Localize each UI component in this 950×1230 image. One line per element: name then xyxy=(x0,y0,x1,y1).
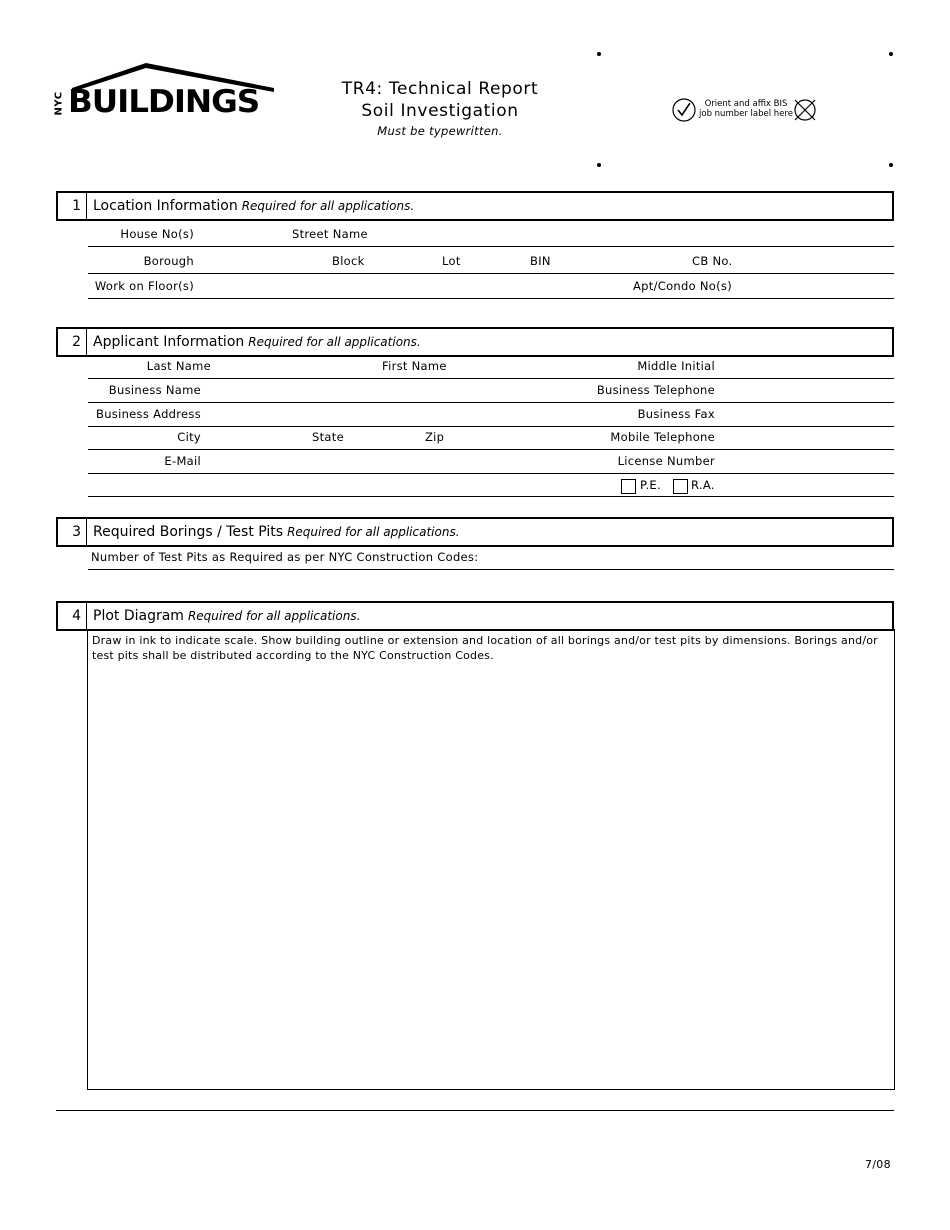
mobile-telephone-label: Mobile Telephone xyxy=(610,430,715,444)
section-title: Location Information Required for all applications. xyxy=(93,198,415,214)
block-label: Block xyxy=(332,254,365,268)
zip-label: Zip xyxy=(425,430,445,444)
email-label: E-Mail xyxy=(164,454,201,468)
field-line xyxy=(88,298,894,299)
checkmark-circle-icon xyxy=(672,97,698,123)
business-name-label: Business Name xyxy=(108,383,201,397)
business-fax-label: Business Fax xyxy=(637,407,715,421)
business-address-label: Business Address xyxy=(96,407,201,421)
nyc-buildings-logo xyxy=(53,62,278,122)
revision-date: 7/08 xyxy=(865,1158,891,1171)
section-title: Plot Diagram Required for all applications. xyxy=(93,608,361,624)
label-corner-dot xyxy=(597,52,601,56)
middle-initial-label: Middle Initial xyxy=(637,359,715,373)
last-name-label: Last Name xyxy=(146,359,211,373)
field-line xyxy=(88,569,894,570)
label-corner-dot xyxy=(889,163,893,167)
field-line xyxy=(88,473,894,474)
form-title xyxy=(300,78,580,140)
section-number: 4 xyxy=(58,603,87,629)
ra-label: R.A. xyxy=(691,478,715,492)
section-number: 3 xyxy=(58,519,87,545)
section-3-header xyxy=(56,517,894,547)
label-corner-dot xyxy=(889,52,893,56)
form-subtitle: Must be typewritten. xyxy=(377,124,503,138)
first-name-label: First Name xyxy=(382,359,447,373)
field-line xyxy=(88,449,894,450)
section-1-header xyxy=(56,191,894,221)
logo-nyc: NYC xyxy=(53,91,65,116)
form-title-line1: TR4: Technical Report xyxy=(341,79,539,99)
label-instruction-line1: Orient and affix BIS xyxy=(704,99,788,109)
house-no-label: House No(s) xyxy=(120,227,194,241)
borough-label: Borough xyxy=(143,254,194,268)
field-line xyxy=(88,426,894,427)
plot-diagram-area[interactable] xyxy=(87,629,895,1090)
ra-checkbox[interactable] xyxy=(673,479,688,494)
pe-checkbox[interactable] xyxy=(621,479,636,494)
crossed-circle-icon xyxy=(793,97,819,123)
field-line xyxy=(88,378,894,379)
bis-label-area xyxy=(672,97,822,123)
section-number: 2 xyxy=(58,329,87,355)
field-line xyxy=(88,496,894,497)
footer-rule xyxy=(56,1110,894,1111)
section-4-header xyxy=(56,601,894,631)
field-line xyxy=(88,246,894,247)
logo-text: BUILDINGS xyxy=(68,84,260,120)
license-number-label: License Number xyxy=(617,454,715,468)
work-on-floor-label: Work on Floor(s) xyxy=(94,279,194,293)
lot-label: Lot xyxy=(442,254,461,268)
section-title: Required Borings / Test Pits Required for all applications. xyxy=(93,524,460,540)
cb-no-label: CB No. xyxy=(692,254,733,268)
section-number: 1 xyxy=(58,193,87,219)
pe-label: P.E. xyxy=(640,478,661,492)
label-instruction-line2: job number label here xyxy=(699,109,793,119)
business-telephone-label: Business Telephone xyxy=(596,383,715,397)
city-label: City xyxy=(177,430,201,444)
street-name-label: Street Name xyxy=(292,227,368,241)
plot-diagram-instructions: Draw in ink to indicate scale. Show building outline or extension and location of all borings and/or test pits by dimensions. Borings and/or test pits shall be distributed according to the NYC Construction Codes. xyxy=(92,634,878,662)
section-title: Applicant Information Required for all applications. xyxy=(93,334,421,350)
field-line xyxy=(88,273,894,274)
bin-label: BIN xyxy=(530,254,551,268)
field-line xyxy=(88,402,894,403)
section-2-header xyxy=(56,327,894,357)
label-corner-dot xyxy=(597,163,601,167)
apt-condo-label: Apt/Condo No(s) xyxy=(633,279,732,293)
test-pits-label: Number of Test Pits as Required as per NYC Construction Codes: xyxy=(91,550,479,564)
state-label: State xyxy=(312,430,344,444)
form-title-line2: Soil Investigation xyxy=(361,101,519,121)
